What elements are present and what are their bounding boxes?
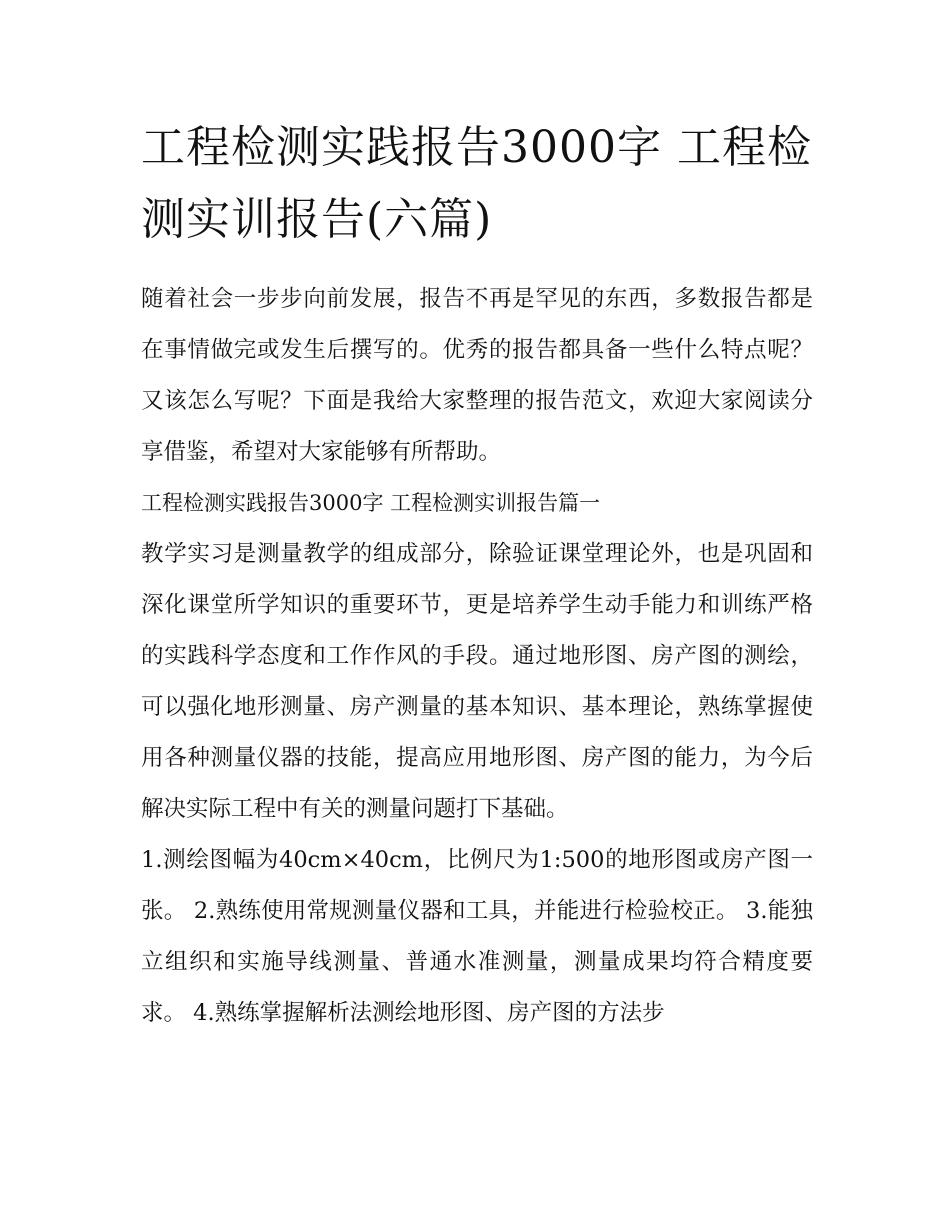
requirements-paragraph: 1.测绘图幅为40cm×40cm，比例尺为1:500的地形图或房产图一张。 2.熟练使用常规测量仪器和工具，并能进行检验校正。 3.能独立组织和实施导线测量、普通水准测量，测量成果均符合精度要求。 4.熟练掌握解析法测绘地形图、房产图的方法步 [141, 847, 813, 1026]
intro-paragraph: 随着社会一步步向前发展，报告不再是罕见的东西，多数报告都是在事情做完或发生后撰写的。优秀的报告都具备一些什么特点呢？又该怎么写呢？下面是我给大家整理的报告范文，欢迎大家阅读分享借鉴，希望对大家能够有所帮助。 [141, 286, 813, 465]
section-heading: 工程检测实践报告3000字 工程检测实训报告篇一 [141, 491, 601, 515]
body-paragraph: 教学实习是测量教学的组成部分，除验证课堂理论外，也是巩固和深化课堂所学知识的重要环节，更是培养学生动手能力和训练严格的实践科学态度和工作作风的手段。通过地形图、房产图的测绘，可以强化地形测量、房产测量的基本知识、基本理论，熟练掌握使用各种测量仪器的技能，提高应用地形图、房产图的能力，为今后解决实际工程中有关的测量问题打下基础。 [141, 541, 813, 822]
document-content [141, 112, 813, 1039]
document-title: 工程检测实践报告3000字 工程检测实训报告(六篇) [141, 122, 812, 245]
